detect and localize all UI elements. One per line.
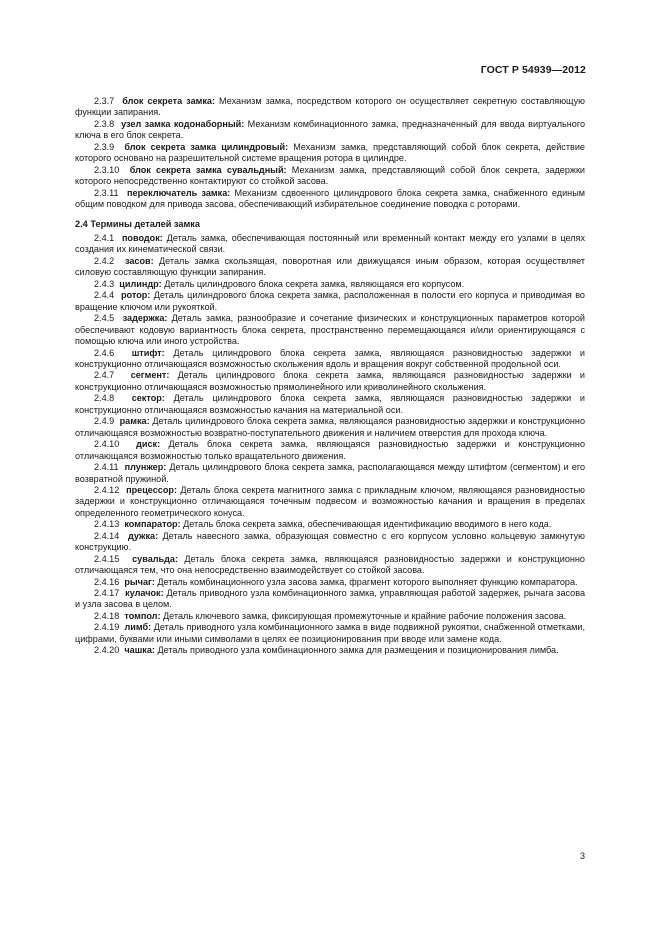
page-number: 3: [579, 851, 585, 861]
term-name: диск:: [136, 439, 161, 450]
term-number: 2.4.13: [94, 519, 120, 530]
term-number: 2.4.17: [94, 588, 120, 599]
term-text: Механизм комбинационного замка, предназначенный для ввода виртуального ключа в его блок секрета.: [75, 118, 586, 141]
term-text: Деталь блока секрета магнитного замка с прикладным ключом, являющаяся разновидностью задержки и конструкционно отличающаяся точечным подвесом и возможностью качания и вращения в пределах определенного геометрического конуса.: [75, 484, 586, 518]
term-number: 2.3.9: [94, 141, 115, 152]
term-definition: [75, 142, 585, 165]
term-name: блок секрета замка сувальдный:: [129, 164, 287, 175]
term-name: рычаг:: [124, 576, 155, 587]
term-definition: [75, 256, 585, 279]
term-text: Механизм замка, представляющий собой блок секрета, действие которого основано на разрешительной системе вращения ротора в цилиндре.: [75, 141, 585, 164]
term-name: кулачок:: [125, 588, 164, 599]
term-definition: [75, 611, 585, 622]
term-text: Деталь блока секрета замка, обеспечивающая идентификацию вводимого в него кода.: [183, 519, 552, 530]
term-definition: [75, 416, 585, 439]
term-number: 2.4.1: [94, 232, 115, 243]
term-text: Деталь комбинационного узла засова замка, фрагмент которого выполняет функцию компаратора.: [157, 576, 578, 587]
term-text: Деталь цилиндрового блока секрета замка, расположенная в полости его корпуса и приводимая во вращение ключом или рукояткой.: [75, 290, 585, 312]
term-number: 2.4.16: [94, 576, 120, 587]
term-definition: [75, 233, 585, 256]
term-text: Деталь цилиндрового блока секрета замка, являющаяся разновидностью задержки и конструкционно отличающаяся возможностью скольжения вдоль и вращения вокруг собственной продольной оси.: [75, 347, 585, 369]
term-number: 2.4.18: [94, 610, 120, 621]
term-definition: [75, 96, 585, 119]
term-definition: [75, 485, 585, 519]
term-definition: [75, 348, 585, 371]
term-number: 2.4.4: [94, 290, 115, 301]
term-definition: [75, 588, 585, 611]
term-text: Деталь приводного узла комбинационного замка, управляющая работой задержек, рычага засова и узла засова в целом.: [75, 588, 586, 610]
term-name: переключатель замка:: [127, 187, 231, 198]
term-text: Деталь цилиндрового блока секрета замка, являющаяся его корпусом.: [164, 278, 465, 289]
term-text: Механизм сдвоенного цилиндрового блока секрета замка, снабженного единым общим поводком для привода засова, обеспечивающий избирательное соединение поводка с роторами.: [75, 187, 585, 210]
term-name: чашка:: [124, 645, 155, 656]
term-text: Деталь приводного узла комбинационного замка для размещения и позиционирования лимба.: [157, 645, 559, 656]
term-definition: [75, 165, 585, 188]
term-number: 2.4.2: [94, 255, 115, 266]
term-number: 2.4.12: [94, 484, 120, 495]
term-text: Механизм замка, посредством которого он осуществляет секретную составляющую функции запирания.: [75, 96, 586, 118]
term-definition: [75, 290, 585, 313]
term-name: цилиндр:: [119, 278, 162, 289]
term-name: штифт:: [131, 347, 165, 358]
term-number: 2.3.7: [94, 96, 115, 106]
term-number: 2.4.9: [94, 416, 115, 427]
term-number: 2.4.5: [94, 313, 115, 324]
term-text: Деталь цилиндрового блока секрета замка, являющаяся разновидностью задержки и конструкционно отличающаяся возможностью качания на материальной оси.: [75, 393, 585, 415]
term-definition: [75, 370, 585, 393]
term-definition: [75, 462, 585, 485]
term-number: 2.4.19: [94, 622, 120, 633]
term-name: поводок:: [121, 232, 163, 243]
term-number: 2.4.3: [94, 278, 115, 289]
term-number: 2.4.11: [94, 462, 119, 473]
term-text: Деталь ключевого замка, фиксирующая промежуточные и крайние рабочие положения засова.: [163, 610, 567, 621]
term-text: Механизм замка, представляющий собой блок секрета, задержки которого непосредственно контактируют со стойкой засова.: [75, 164, 586, 187]
term-text: Деталь замка, обеспечивающая постоянный или временный контакт между его узлами в целях создания их кинематической связи.: [75, 232, 585, 255]
term-name: блок секрета замка:: [122, 96, 216, 106]
term-definition: [75, 554, 585, 577]
term-definition: [75, 119, 585, 142]
term-text: Деталь блока секрета замка, являющаяся разновидностью задержки и конструкционно отличающаяся возможностью только вращательного движения.: [75, 439, 585, 461]
document-header: ГОСТ Р 54939—2012: [480, 64, 586, 76]
term-number: 2.4.7: [94, 370, 115, 381]
term-name: томпол:: [124, 610, 161, 621]
term-name: прецессор:: [126, 484, 177, 495]
term-name: лимб:: [124, 622, 152, 633]
term-number: 2.4.15: [94, 553, 120, 564]
term-definition: [75, 279, 585, 290]
term-text: Деталь блока секрета замка, являющаяся разновидностью задержки и конструкционно отличающаяся тем, что она непосредственно взаимодействует со стойкой засова.: [75, 553, 585, 576]
term-name: засов:: [124, 255, 154, 266]
term-text: Деталь цилиндрового блока секрета замка, являющаяся разновидностью задержки и конструкционно отличающаяся возможностью прямолинейного или криволинейного скольжения.: [75, 370, 586, 392]
term-name: дужка:: [127, 530, 159, 541]
term-name: компаратор:: [124, 519, 181, 530]
terms-block-lock-mechanisms: [75, 96, 585, 211]
term-text: Деталь цилиндрового блока секрета замка, располагающаяся между штифтом (сегментом) и его возвратной пружиной.: [75, 462, 586, 484]
term-name: узел замка кодонаборный:: [121, 118, 245, 129]
term-definition: [75, 439, 585, 462]
term-name: сектор:: [131, 393, 165, 404]
term-number: 2.3.8: [94, 118, 115, 129]
term-name: рамка:: [119, 416, 150, 427]
term-name: плунжер:: [124, 462, 167, 473]
term-number: 2.4.8: [94, 393, 115, 404]
term-definition: [75, 313, 585, 347]
term-definition: [75, 188, 585, 211]
term-name: сувальда:: [132, 553, 178, 564]
term-definition: [75, 519, 585, 530]
term-number: 2.4.6: [94, 347, 115, 358]
term-number: 2.4.10: [94, 439, 120, 450]
term-text: Деталь цилиндрового блока секрета замка, являющаяся разновидностью задержки и конструкционно отличающаяся возможностью возвратно-поступательного движения и наличием отверстия для прохода ключа.: [75, 416, 585, 438]
term-number: 2.4.20: [94, 645, 120, 656]
section-title: 2.4 Термины деталей замка: [75, 218, 200, 229]
term-name: задержка:: [122, 313, 168, 324]
term-name: ротор:: [120, 290, 151, 301]
term-number: 2.3.11: [94, 187, 119, 198]
term-text: Деталь замка скользящая, поворотная или движущаяся иным образом, которая осуществляет силовую составляющую функции запирания.: [75, 255, 585, 278]
term-number: 2.3.10: [94, 164, 120, 175]
document-body: [75, 96, 585, 657]
terms-block-lock-parts: [75, 233, 585, 657]
term-text: Деталь замка, разнообразие и сочетание физических и конструкционных параметров которой обеспечивают кодовую вариантность блока секрета, пространственно перемещающаяся и/или ориентирующаяся с помощью ключа или иного устройства.: [75, 313, 586, 347]
term-number: 2.4.14: [94, 530, 120, 541]
term-definition: [75, 622, 585, 645]
term-definition: [75, 531, 585, 554]
term-text: Деталь приводного узла комбинационного замка в виде подвижной рукоятки, снабженной отметками, цифрами, буквами или иными символами в целях ее позиционирования при вводе или замене кода.: [75, 622, 585, 644]
term-definition: [75, 393, 585, 416]
term-definition: [75, 577, 585, 588]
term-text: Деталь навесного замка, образующая совместно с его корпусом условно кольцевую замкнутую конструкцию.: [75, 530, 585, 553]
term-definition: [75, 645, 585, 656]
term-name: блок секрета замка цилиндровый:: [124, 141, 289, 152]
term-name: сегмент:: [130, 370, 170, 381]
